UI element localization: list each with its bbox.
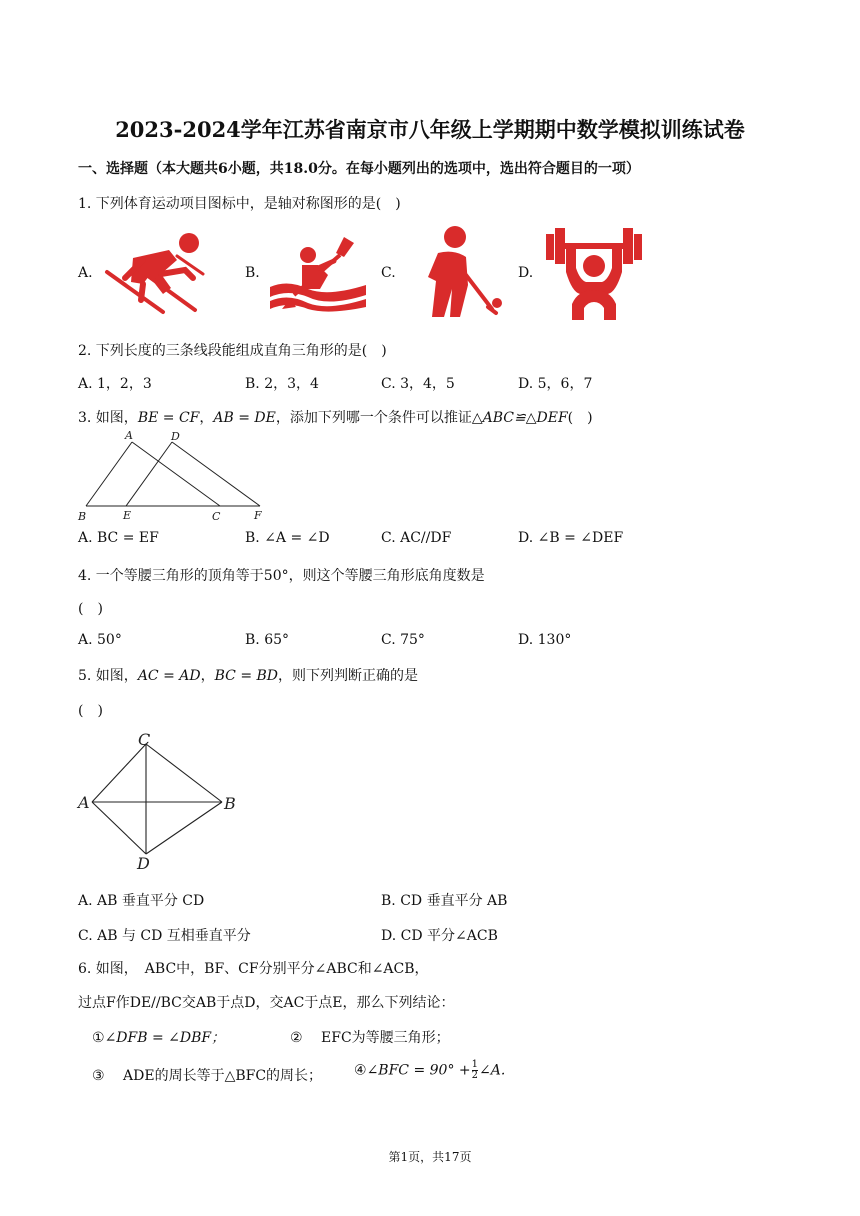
q6-conclusion-2 (290, 1027, 450, 1047)
q3-condition-2: AB = DE (213, 410, 276, 426)
q4-option-a: A. 50° (78, 632, 122, 648)
q6-conclusion-1 (92, 1027, 225, 1047)
q3-condition-1: BE = CF (137, 410, 200, 426)
q6-conclusion-1-number: ① (92, 1030, 105, 1046)
q3-stem-pre: 3. 如图， (78, 410, 138, 426)
question-2-stem: 2. 下列长度的三条线段能组成直角三角形的是( ) (78, 343, 387, 359)
kayaking-icon (268, 235, 370, 313)
q3-line-df (172, 442, 260, 506)
q6-conclusion-1-text: ∠DFB = ∠DBF； (104, 1030, 226, 1046)
q6-conclusion-4-post: ∠A. (479, 1062, 506, 1079)
q1-option-a-label: A. (78, 265, 93, 281)
q3-label-c: C (212, 510, 221, 523)
q3-figure (74, 428, 274, 524)
question-1-stem: 1. 下列体育运动项目图标中，是轴对称图形的是( ) (78, 196, 401, 212)
q5-condition-1: AC = AD (137, 668, 201, 684)
q3-stem-end: ( ) (567, 410, 593, 426)
q4-option-b: B. 65° (245, 632, 290, 648)
q3-label-f: F (254, 509, 262, 522)
q1-option-b-label: B. (245, 265, 260, 281)
q5-stem-pre: 5. 如图， (78, 668, 138, 684)
q5-label-b: B (224, 794, 236, 813)
q1-option-c-label: C. (381, 265, 396, 281)
q5-condition-2: BC = BD (214, 668, 279, 684)
q5-stem-sep: ， (200, 668, 215, 684)
q3-option-d: D. ∠B = ∠DEF (518, 530, 624, 546)
question-5-stem (78, 665, 418, 685)
q6-conclusion-3-number: ③ (92, 1068, 105, 1084)
q3-stem-sep: ， (199, 410, 214, 426)
q1-option-d-label: D. (518, 265, 534, 281)
question-6-line-2: 过点F作DE//BC交AB于点D，交AC于点E，那么下列结论： (78, 995, 455, 1011)
q6-conclusion-4-number: ④ (354, 1062, 367, 1079)
q5-option-b: B. CD 垂直平分 AB (381, 893, 508, 909)
q5-option-c: C. AB 与 CD 互相垂直平分 (78, 928, 251, 944)
q3-option-b: B. ∠A = ∠D (245, 530, 330, 546)
q3-stem-post: ，添加下列哪一个条件可以推证 (275, 410, 472, 426)
q6-conclusion-4-pre: ∠BFC = 90° + (366, 1062, 471, 1079)
one-half-fraction (472, 1060, 478, 1081)
q6-conclusion-4 (354, 1060, 505, 1081)
q2-option-c: C. 3，4，5 (381, 376, 455, 392)
q5-label-d: D (137, 854, 150, 873)
question-5-paren: ( ) (78, 703, 103, 719)
q4-option-c: C. 75° (381, 632, 425, 648)
question-4-paren: ( ) (78, 601, 103, 617)
skiing-icon (103, 230, 205, 318)
q3-label-a: A (125, 429, 133, 442)
q6-conclusion-3-text: ADE的周长等于△BFC的周长； (123, 1068, 323, 1084)
q3-line-de (126, 442, 172, 506)
q4-option-d: D. 130° (518, 632, 572, 648)
golf-icon (410, 225, 506, 320)
q5-label-c: C (138, 730, 151, 749)
q6-conclusion-3 (92, 1065, 322, 1085)
q3-label-e: E (123, 509, 132, 522)
q5-label-a: A (78, 793, 90, 812)
page-footer: 第1页，共17页 (388, 1150, 472, 1164)
question-3-stem (78, 407, 593, 427)
q3-option-a: A. BC = EF (78, 530, 159, 546)
q6-conclusion-2-text: EFC为等腰三角形； (321, 1030, 450, 1046)
question-6-line-1: 6. 如图， ABC中，BF、CF分别平分∠ABC和∠ACB， (78, 961, 429, 977)
q2-option-d: D. 5，6，7 (518, 376, 593, 392)
q5-figure (74, 728, 244, 874)
fraction-denominator: 2 (471, 1070, 479, 1081)
fraction-numerator: 1 (471, 1059, 479, 1070)
q2-option-a: A. 1，2，3 (78, 376, 152, 392)
q3-option-c: C. AC//DF (381, 530, 452, 546)
page-title: 2023-2024学年江苏省南京市八年级上学期期中数学模拟训练试卷 (115, 117, 745, 142)
weightlifting-icon (546, 222, 642, 324)
section-heading: 一、选择题（本大题共6小题，共18.0分。在每小题列出的选项中，选出符合题目的一项） (78, 161, 640, 177)
q2-option-b: B. 2，3，4 (245, 376, 319, 392)
q3-line-ab (86, 442, 132, 506)
q3-label-d: D (171, 430, 180, 443)
q3-label-b: B (78, 510, 87, 523)
q3-line-ac (132, 442, 220, 506)
q5-option-a: A. AB 垂直平分 CD (78, 893, 205, 909)
q5-option-d: D. CD 平分∠ACB (381, 928, 498, 944)
q6-conclusion-2-number: ② (290, 1030, 303, 1046)
q5-stem-post: ，则下列判断正确的是 (278, 668, 419, 684)
q3-congruence: △ABC≌△DEF (471, 410, 568, 426)
question-4-stem: 4. 一个等腰三角形的顶角等于50°，则这个等腰三角形底角度数是 (78, 568, 485, 584)
